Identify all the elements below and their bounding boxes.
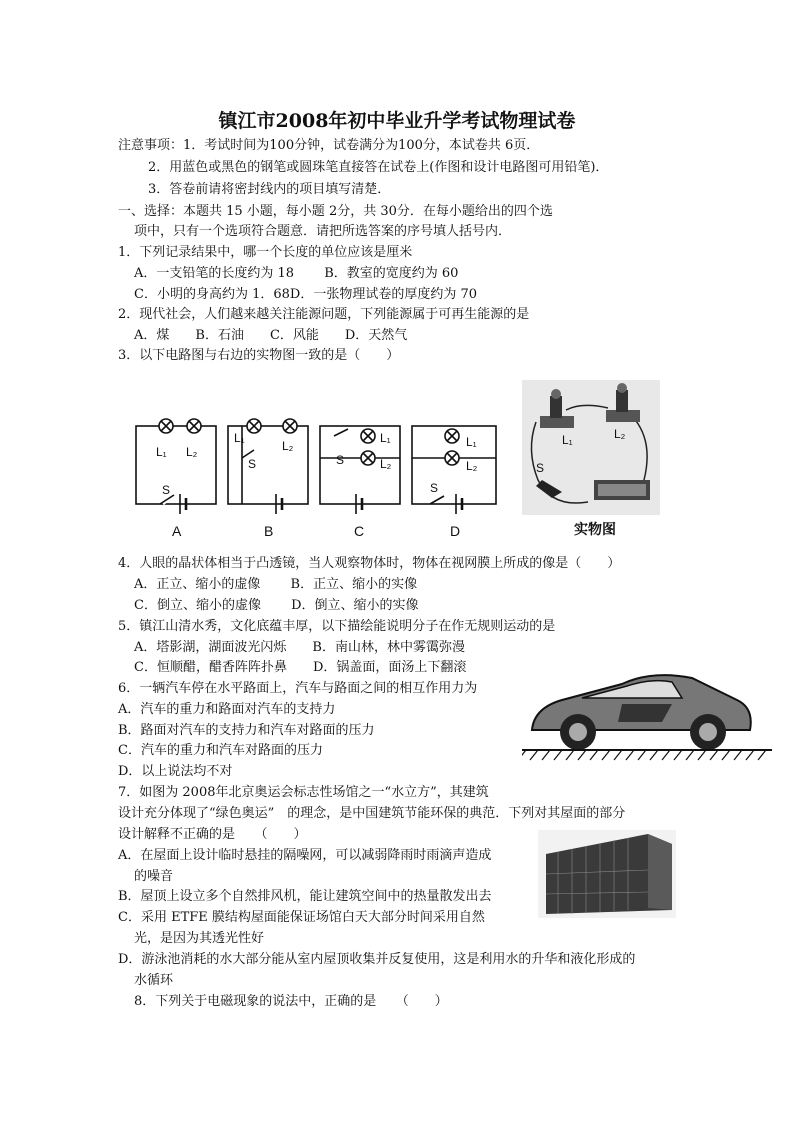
circuit-label-a: A <box>172 523 182 539</box>
q2-options-row1: A．煤 B．石油 C．风能 D．天然气 <box>134 328 408 343</box>
water-cube-photo <box>538 830 676 918</box>
switch-label: S <box>430 481 439 495</box>
q7-line-3: 设计解释不正确的是 （ ） <box>118 827 307 842</box>
q5-options-row1: A．塔影湖，湖面波光闪烁 B．南山林，林中雾霭弥漫 <box>134 640 465 655</box>
q3-stem: 3．以下电路图与右边的实物图一致的是（ ） <box>118 348 400 363</box>
car-illustration <box>522 660 772 770</box>
lamp-label: L₂ <box>466 459 478 473</box>
q7-option-a: A．在屋面上设计临时悬挂的隔噪网，可以减弱降雨时雨滴声造成 <box>118 848 492 863</box>
q6-option-a: A．汽车的重力和路面对汽车的支持力 <box>118 702 336 717</box>
q7-option-c: C．采用 ETFE 膜结构屋面能保证场馆白天大部分时间采用自然 <box>118 910 485 925</box>
circuit-diagrams-figure <box>130 398 510 543</box>
lamp-label: L₂ <box>380 457 392 471</box>
q7-option-d-cont: 水循环 <box>134 973 174 988</box>
q1-options-row1: A．一支铅笔的长度约为 18 B．教室的宽度约为 60 <box>134 266 459 281</box>
photo-switch-label: S <box>536 461 545 475</box>
q4-options-row2: C．倒立、缩小的虚像 D．倒立、缩小的实像 <box>134 598 419 613</box>
lamp-label: L₁ <box>156 445 167 459</box>
circuit-label-c: C <box>354 523 365 539</box>
lamp-label: L₁ <box>466 435 477 449</box>
notice-line-1: 注意事项：1．考试时间为100分钟，试卷满分为100分，本试卷共 6页． <box>118 138 540 153</box>
q7-option-d: D．游泳池消耗的水大部分能从室内屋顶收集并反复使用，这是利用水的升华和液化形成的 <box>118 952 636 967</box>
q7-option-b: B．屋顶上设立多个自然排风机，能让建筑空间中的热量散发出去 <box>118 889 492 904</box>
notice-line-2: 2．用蓝色或黑色的钢笔或圆珠笔直接答在试卷上(作图和设计电路图可用铅笔)． <box>148 160 609 175</box>
circuit-a <box>136 419 216 514</box>
q6-stem: 6．一辆汽车停在水平路面上，汽车与路面之间的相互作用力为 <box>118 681 478 696</box>
lamp-label: L₁ <box>234 431 245 445</box>
notice-line-3: 3．答卷前请将密封线内的项目填写清楚． <box>148 182 391 197</box>
photo-lamp-label: L₂ <box>614 427 626 441</box>
switch-label: S <box>336 453 345 467</box>
switch-label: S <box>248 457 257 471</box>
photo-lamp-label: L₁ <box>562 433 573 447</box>
physical-circuit-photo <box>522 380 660 540</box>
q7-line-2: 设计充分体现了“绿色奥运” 的理念，是中国建筑节能环保的典范．下列对其屋面的部分 <box>118 806 626 821</box>
q4-options-row1: A．正立、缩小的虚像 B．正立、缩小的实像 <box>134 577 418 592</box>
q5-stem: 5．镇江山清水秀，文化底蕴丰厚，以下描绘能说明分子在作无规则运动的是 <box>118 619 556 634</box>
q2-stem: 2．现代社会，人们越来越关注能源问题，下列能源属于可再生能源的是 <box>118 307 530 322</box>
q7-option-c-cont: 光，是因为其透光性好 <box>134 931 265 946</box>
q7-line-1: 7．如图为 2008年北京奥运会标志性场馆之一“水立方”，其建筑 <box>118 785 489 800</box>
q6-option-b: B．路面对汽车的支持力和汽车对路面的压力 <box>118 723 375 738</box>
q4-stem: 4．人眼的晶状体相当于凸透镜，当人观察物体时，物体在视网膜上所成的像是（ ） <box>118 556 621 571</box>
switch-label: S <box>162 483 171 497</box>
q7-option-a-cont: 的噪音 <box>134 869 174 884</box>
q6-option-c: C．汽车的重力和汽车对路面的压力 <box>118 743 323 758</box>
section-heading: 一、选择：本题共 15 小题，每小题 2分，共 30分．在每小题给出的四个选 <box>118 204 553 219</box>
page-title: 镇江市2008年初中毕业升学考试物理试卷 <box>218 110 576 132</box>
lamp-label: L₁ <box>380 431 391 445</box>
q8-stem: 8．下列关于电磁现象的说法中，正确的是 （ ） <box>134 994 448 1009</box>
circuit-d <box>412 426 496 514</box>
q5-options-row2: C．恒顺醋，醋香阵阵扑鼻 D．锅盖面，面汤上下翻滚 <box>134 660 467 675</box>
section-heading-cont: 项中，只有一个选项符合题意．请把所选答案的序号填人括号内． <box>134 224 512 239</box>
q1-options-row2: C．小明的身高约为 1．68D．一张物理试卷的厚度约为 70 <box>134 287 477 302</box>
q6-option-d: D．以上说法均不对 <box>118 764 233 779</box>
lamp-label: L₂ <box>282 439 294 453</box>
circuit-label-d: D <box>450 523 461 539</box>
circuit-label-b: B <box>264 523 274 539</box>
q1-stem: 1．下列记录结果中，哪一个长度的单位应该是厘米 <box>118 245 413 260</box>
photo-caption: 实物图 <box>574 522 616 538</box>
lamp-label: L₂ <box>186 445 198 459</box>
